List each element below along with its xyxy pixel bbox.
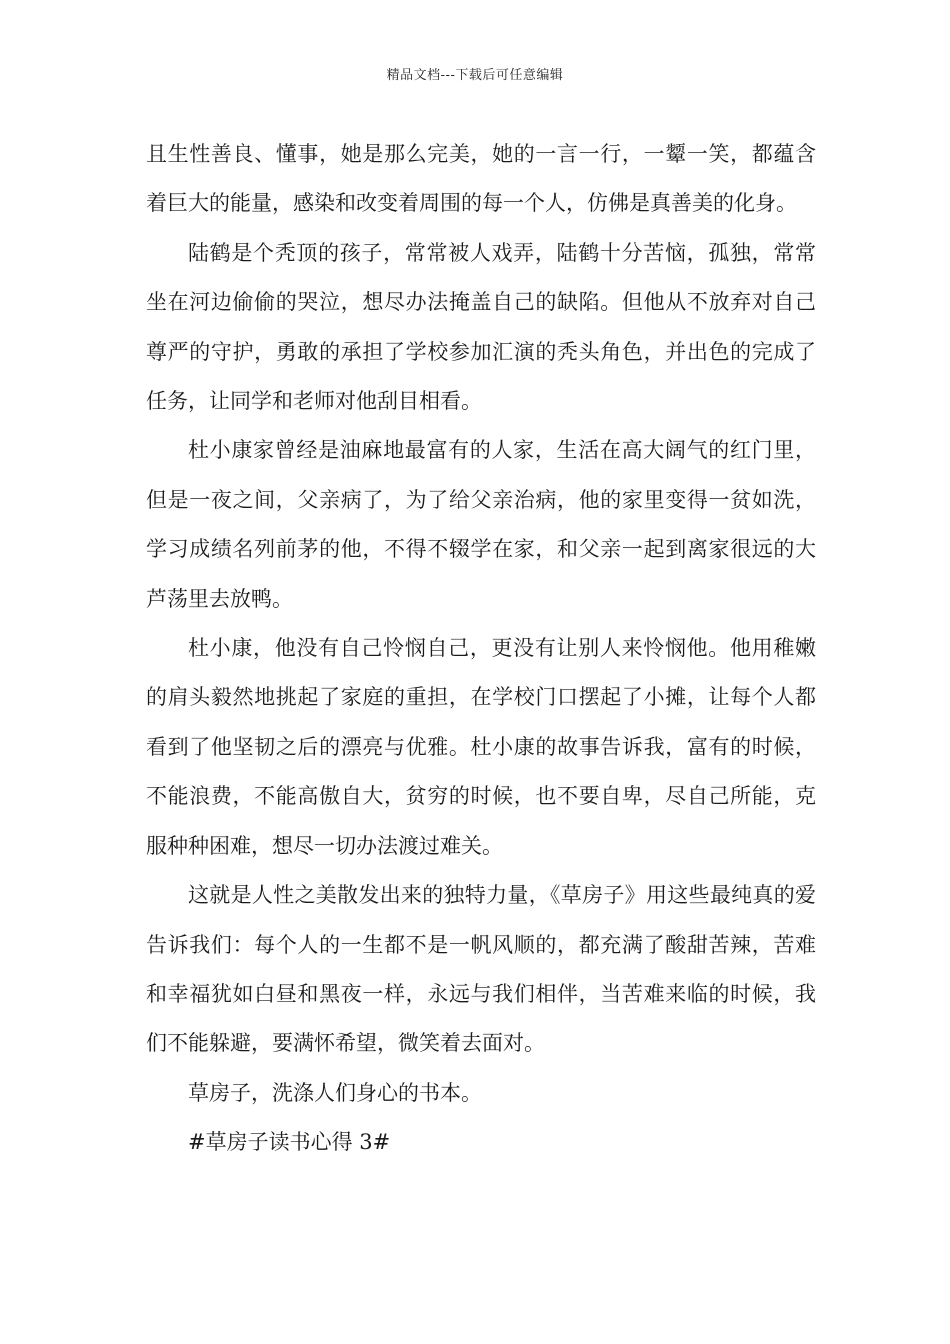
page-header: 精品文档---下载后可任意编辑 bbox=[386, 68, 564, 83]
paragraph: 杜小康家曾经是油麻地最富有的人家，生活在高大阔气的红门里，但是一夜之间，父亲病了，为了给父亲治病，他的家里变得一贫如洗，学习成绩名列前茅的他，不得不辍学在家，和父亲一起到离家很远的大芦荡里去放鸭。 bbox=[146, 438, 816, 611]
document-body bbox=[146, 130, 816, 1168]
paragraph: 陆鹤是个秃顶的孩子，常常被人戏弄，陆鹤十分苦恼，孤独，常常坐在河边偷偷的哭泣，想尽办法掩盖自己的缺陷。但他从不放弃对自己尊严的守护，勇敢的承担了学校参加汇演的秃头角色，并出色的完成了任务，让同学和老师对他刮目相看。 bbox=[146, 240, 816, 414]
paragraph: 杜小康，他没有自己怜悯自己，更没有让别人来怜悯他。他用稚嫩的肩头毅然地挑起了家庭的重担，在学校门口摆起了小摊，让每个人都看到了他坚韧之后的漂亮与优雅。杜小康的故事告诉我，富有的时候，不能浪费，不能高傲自大，贫穷的时候，也不要自卑，尽自己所能，克服种种困难，想尽一切办法渡过难关。 bbox=[146, 636, 816, 858]
paragraph: 这就是人性之美散发出来的独特力量，《草房子》用这些最纯真的爱告诉我们：每个人的一生都不是一帆风顺的，都充满了酸甜苦辣，苦难和幸福犹如白昼和黑夜一样，永远与我们相伴，当苦难来临的时候，我们不能躲避，要满怀希望，微笑着去面对。 bbox=[146, 883, 816, 1056]
paragraph: 且生性善良、懂事，她是那么完美，她的一言一行，一颦一笑，都蕴含着巨大的能量，感染和改变着周围的每一个人，仿佛是真善美的化身。 bbox=[146, 142, 816, 216]
paragraph: 草房子，洗涤人们身心的书本。 bbox=[188, 1080, 482, 1105]
section-heading: #草房子读书心得 3# bbox=[188, 1130, 391, 1155]
